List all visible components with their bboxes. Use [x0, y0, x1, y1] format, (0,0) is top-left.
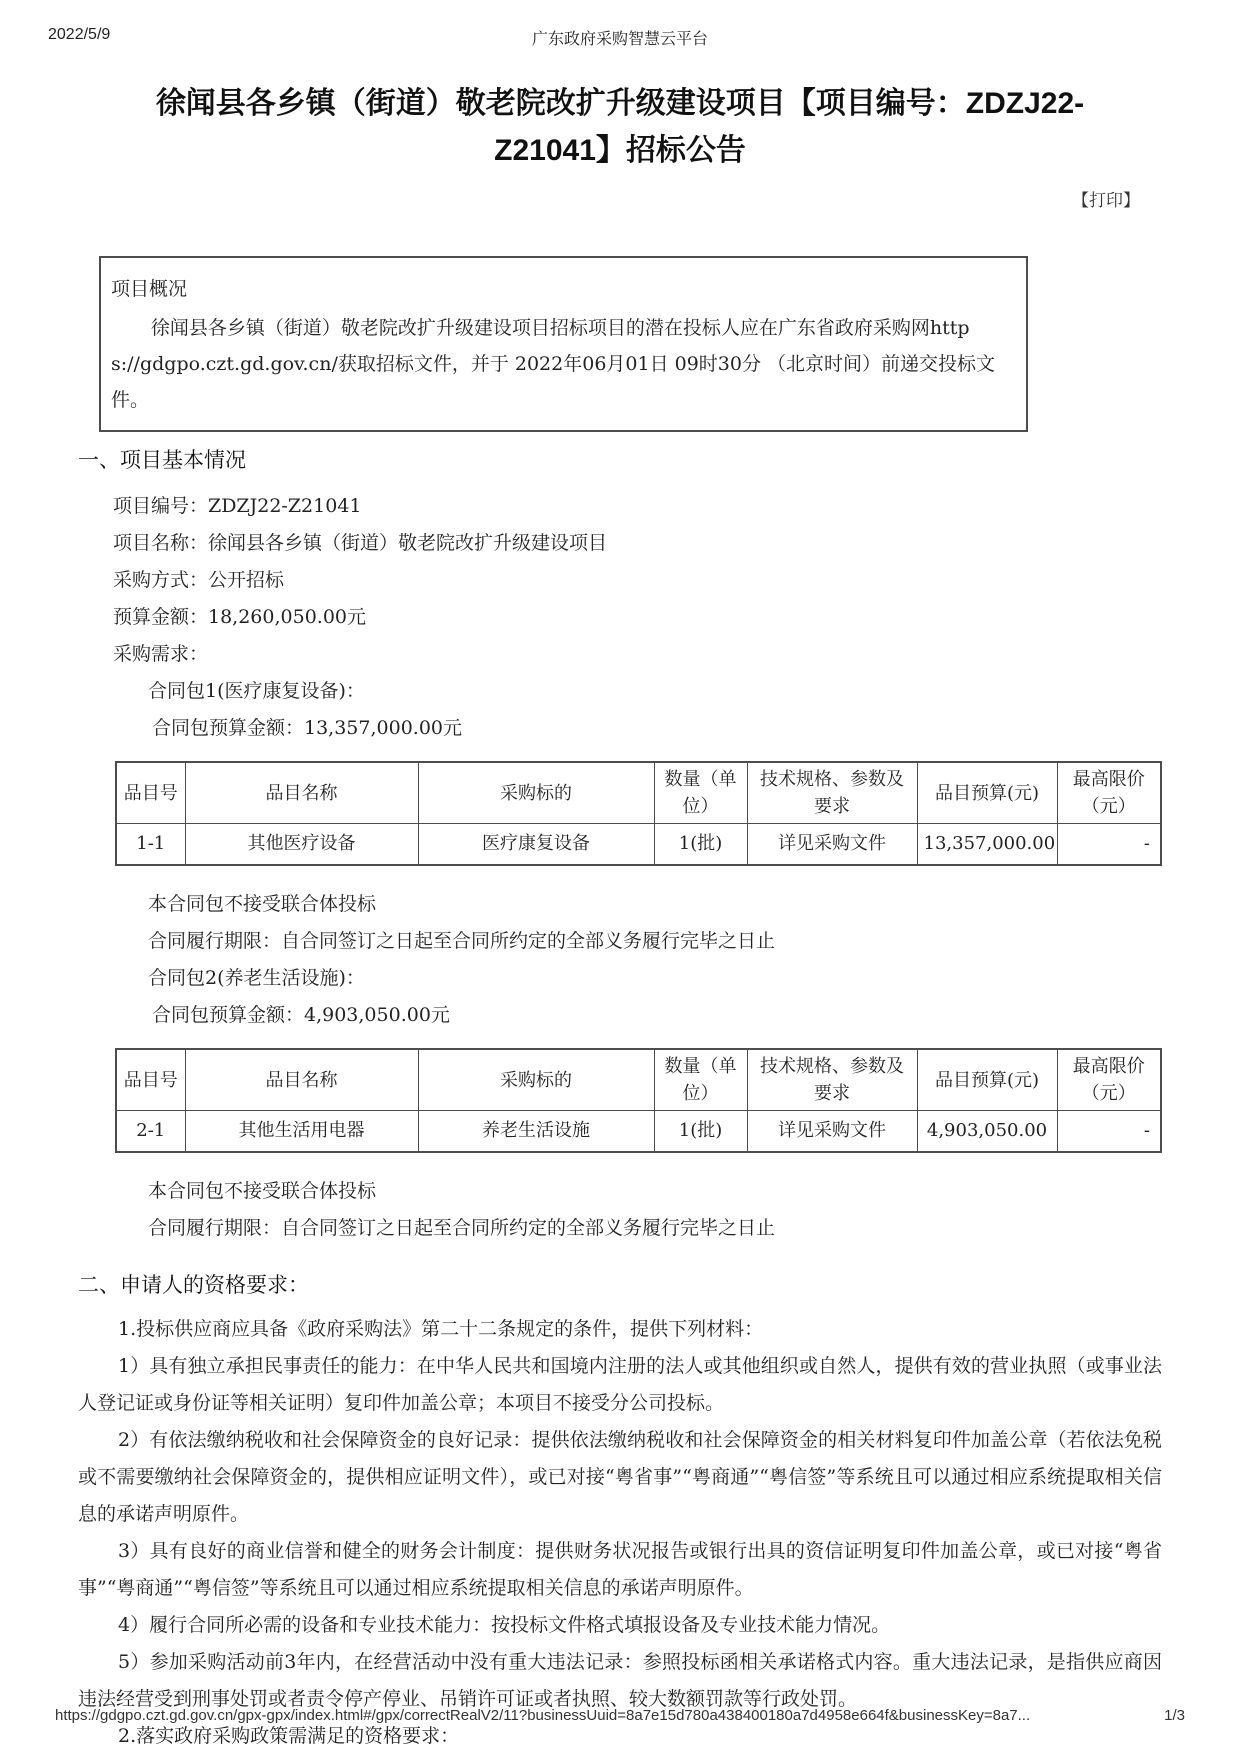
table-cell: 详见采购文件: [747, 1111, 917, 1153]
table-cell: -: [1057, 1111, 1161, 1153]
table-header-cell: 数量（单位）: [654, 762, 747, 824]
table-header-cell: 采购标的: [418, 1049, 654, 1111]
section2-heading: 二、申请人的资格要求：: [78, 1274, 309, 1297]
package1-budget: 合同包预算金额：13,357,000.00元: [152, 717, 463, 739]
table-header-cell: 品目号: [116, 762, 185, 824]
table-header-cell: 品目号: [116, 1049, 185, 1111]
table-cell: 13,357,000.00: [917, 824, 1057, 866]
field-procurement-method: 采购方式：公开招标: [113, 569, 285, 591]
paragraph: 1）具有独立承担民事责任的能力：在中华人民共和国境内注册的法人或其他组织或自然人，提供有效的营业执照（或事业法人登记证或身份证等相关证明）复印件加盖公章；本项目不接受分公司投标。: [78, 1355, 1162, 1414]
table-header-cell: 技术规格、参数及要求: [747, 1049, 917, 1111]
note-no-consortium: 本合同包不接受联合体投标: [148, 1180, 377, 1202]
table-cell: 其他医疗设备: [185, 824, 418, 866]
paragraph: 5）参加采购活动前3年内，在经营活动中没有重大违法记录：参照投标函相关承诺格式内容。重大违法记录，是指供应商因违法经营受到刑事处罚或者责令停产停业、吊销许可证或者执照、较大数额罚款等行政处罚。: [78, 1651, 1162, 1710]
basic-info-fields: [0, 488, 1240, 673]
note-contract-term: 合同履行期限：自合同签订之日起至合同所约定的全部义务履行完毕之日止: [148, 930, 776, 952]
table-header-cell: 数量（单位）: [654, 1049, 747, 1111]
table-header-row: [116, 762, 1161, 824]
package1-notes: [0, 886, 1240, 960]
paragraph: 4）履行合同所必需的设备和专业技术能力：按投标文件格式填报设备及专业技术能力情况。: [118, 1614, 891, 1636]
page-title: 徐闻县各乡镇（街道）敬老院改扩升级建设项目【项目编号：ZDZJ22-Z21041】招标公告: [155, 87, 1085, 167]
table-row: [116, 824, 1161, 866]
field-budget-amount: 预算金额：18,260,050.00元: [113, 606, 367, 628]
table-header-cell: 品目名称: [185, 762, 418, 824]
field-project-name: 项目名称：徐闻县各乡镇（街道）敬老院改扩升级建设项目: [113, 532, 608, 554]
package1-name: 合同包1(医疗康复设备)：: [148, 680, 365, 702]
qualification-paragraphs: [0, 1311, 1240, 1754]
print-button[interactable]: 【打印】: [1072, 191, 1140, 210]
field-project-number: 项目编号：ZDZJ22-Z21041: [113, 495, 362, 517]
table-header-row: [116, 1049, 1161, 1111]
paragraph: 3）具有良好的商业信誉和健全的财务会计制度：提供财务状况报告或银行出具的资信证明复印件加盖公章，或已对接“粤省事”“粤商通”“粤信签”等系统且可以通过相应系统提取相关信息的承诺声明原件。: [78, 1540, 1162, 1599]
footer-page-number: 1/3: [1164, 1707, 1185, 1724]
paragraph: 1.投标供应商应具备《政府采购法》第二十二条规定的条件，提供下列材料：: [118, 1318, 764, 1340]
table-cell: 医疗康复设备: [418, 824, 654, 866]
table-header-cell: 最高限价（元）: [1057, 762, 1161, 824]
table-cell: -: [1057, 824, 1161, 866]
note-no-consortium: 本合同包不接受联合体投标: [148, 893, 377, 915]
print-date-label: 2022/5/9: [48, 26, 111, 43]
table-row: [116, 1111, 1161, 1153]
table-header-cell: 采购标的: [418, 762, 654, 824]
package2-name: 合同包2(养老生活设施)：: [148, 967, 365, 989]
package2-notes: [0, 1173, 1240, 1247]
table-cell: 1-1: [116, 824, 185, 866]
table-header-cell: 品目预算(元): [917, 1049, 1057, 1111]
table-cell: 4,903,050.00: [917, 1111, 1057, 1153]
footer-url: https://gdgpo.czt.gd.gov.cn/gpx-gpx/index.html#/gpx/correctRealV2/11?businessUuid=8a7e15d780a438400180a7d4958e664f&businessKey=8a7...: [55, 1707, 1031, 1724]
project-overview-box: [99, 256, 1028, 432]
package2-items-table: [115, 1048, 1162, 1153]
table-cell: 养老生活设施: [418, 1111, 654, 1153]
overview-body-text: 徐闻县各乡镇（街道）敬老院改扩升级建设项目招标项目的潜在投标人应在广东省政府采购网https://gdgpo.czt.gd.gov.cn/获取招标文件，并于 2022年06月01日 09时30分 （北京时间）前递交投标文件。: [111, 317, 996, 411]
paragraph: 2.落实政府采购政策需满足的资格要求：: [118, 1725, 460, 1747]
print-button-row: [0, 186, 1140, 212]
table-cell: 2-1: [116, 1111, 185, 1153]
table-cell: 1(批): [654, 824, 747, 866]
overview-heading: 项目概况: [111, 278, 188, 300]
field-procurement-demand: 采购需求：: [113, 643, 209, 665]
section1-heading: 一、项目基本情况: [78, 449, 246, 472]
table-cell: 其他生活用电器: [185, 1111, 418, 1153]
package1-items-table: [115, 761, 1162, 866]
table-cell: 1(批): [654, 1111, 747, 1153]
print-header: [48, 26, 1192, 46]
table-header-cell: 品目名称: [185, 1049, 418, 1111]
table-cell: 详见采购文件: [747, 824, 917, 866]
table-header-cell: 最高限价（元）: [1057, 1049, 1161, 1111]
paragraph: 2）有依法缴纳税收和社会保障资金的良好记录：提供依法缴纳税收和社会保障资金的相关材料复印件加盖公章（若依法免税或不需要缴纳社会保障资金的，提供相应证明文件），或已对接“粤省事”“粤商通”“粤信签”等系统且可以通过相应系统提取相关信息的承诺声明原件。: [78, 1429, 1162, 1525]
table-header-cell: 技术规格、参数及要求: [747, 762, 917, 824]
table-header-cell: 品目预算(元): [917, 762, 1057, 824]
print-footer: [55, 1707, 1185, 1724]
note-contract-term: 合同履行期限：自合同签订之日起至合同所约定的全部义务履行完毕之日止: [148, 1217, 776, 1239]
package2-budget: 合同包预算金额：4,903,050.00元: [152, 1004, 450, 1026]
site-name-label: 广东政府采购智慧云平台: [531, 31, 709, 48]
